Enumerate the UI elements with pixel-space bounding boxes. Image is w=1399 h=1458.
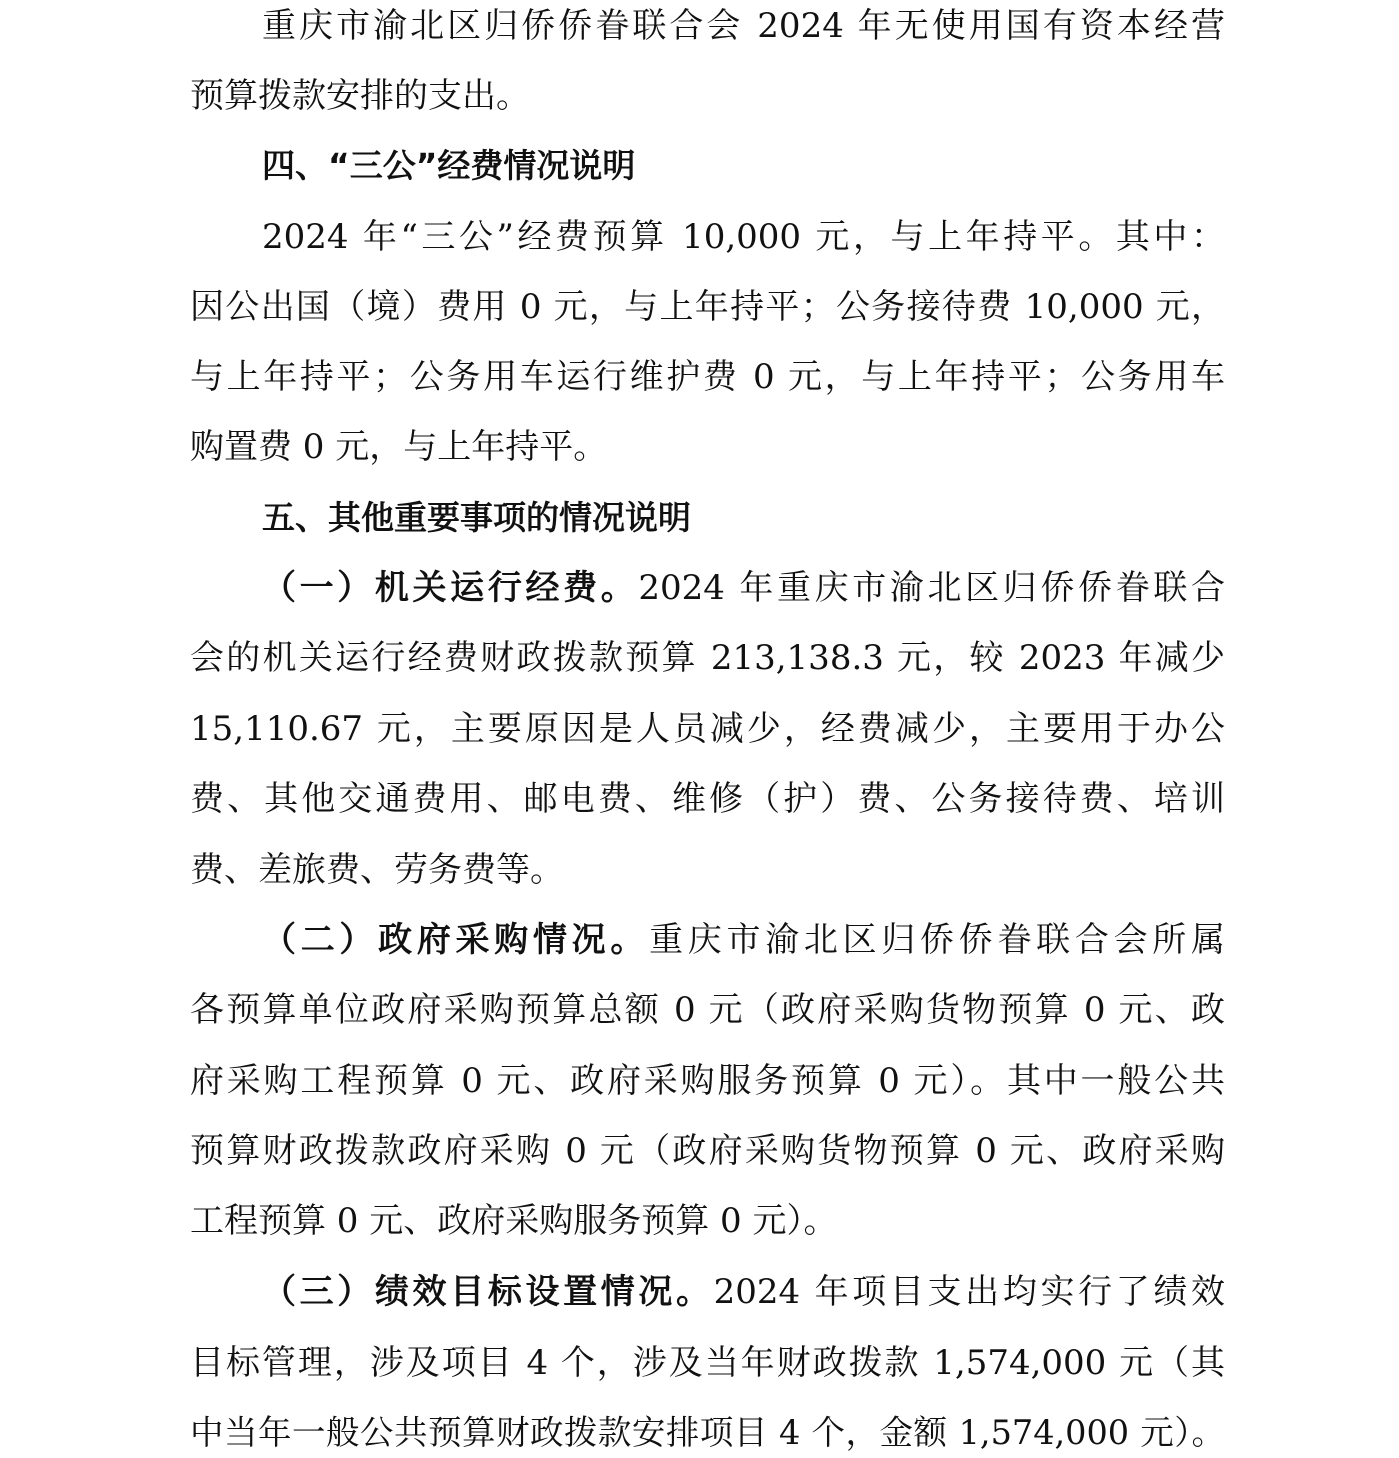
paragraph-text: 2024 年重庆市渝北区归侨侨眷联合	[638, 568, 1225, 608]
paragraph-line: 与上年持平；公务用车运行维护费 0 元，与上年持平；公务用车	[190, 357, 1225, 397]
paragraph-line	[262, 918, 1225, 962]
paragraph-line: 购置费 0 元，与上年持平。	[190, 427, 608, 467]
subsection-lead: （二）政府采购情况。	[262, 920, 650, 960]
paragraph-line: 工程预算 0 元、政府采购服务预算 0 元）。	[190, 1201, 838, 1241]
paragraph-line: 府采购工程预算 0 元、政府采购服务预算 0 元）。其中一般公共	[190, 1061, 1225, 1101]
paragraph-line: 各预算单位政府采购预算总额 0 元（政府采购货物预算 0 元、政	[190, 990, 1225, 1030]
paragraph-line: 15,110.67 元，主要原因是人员减少，经费减少，主要用于办公	[190, 709, 1225, 749]
paragraph-line: 费、差旅费、劳务费等。	[190, 850, 564, 890]
paragraph-line: 预算财政拨款政府采购 0 元（政府采购货物预算 0 元、政府采购	[190, 1131, 1225, 1171]
paragraph-line: 重庆市渝北区归侨侨眷联合会 2024 年无使用国有资本经营	[262, 6, 1225, 46]
paragraph-line: 目标管理，涉及项目 4 个，涉及当年财政拨款 1,574,000 元（其	[190, 1343, 1225, 1383]
paragraph-line: 会的机关运行经费财政拨款预算 213,138.3 元，较 2023 年减少	[190, 638, 1225, 678]
paragraph-line: 中当年一般公共预算财政拨款安排项目 4 个，金额 1,574,000 元）。	[190, 1413, 1225, 1452]
paragraph-line	[262, 1270, 1225, 1314]
subsection-lead: （一）机关运行经费。	[262, 568, 639, 608]
paragraph-line: 预算拨款安排的支出。	[190, 76, 530, 116]
section-heading-4: 四、“三公”经费情况说明	[262, 146, 636, 185]
paragraph-line: 2024 年“三公”经费预算 10,000 元，与上年持平。其中：	[262, 217, 1225, 257]
paragraph-text: 重庆市渝北区归侨侨眷联合会所属	[649, 920, 1226, 960]
paragraph-text: 2024 年项目支出均实行了绩效	[713, 1272, 1225, 1312]
subsection-lead: （三）绩效目标设置情况。	[262, 1272, 714, 1312]
paragraph-line	[262, 566, 1225, 610]
paragraph-line: 因公出国（境）费用 0 元，与上年持平；公务接待费 10,000 元，	[190, 287, 1225, 327]
paragraph-line: 费、其他交通费用、邮电费、维修（护）费、公务接待费、培训	[190, 779, 1225, 819]
section-heading-5: 五、其他重要事项的情况说明	[262, 498, 691, 537]
